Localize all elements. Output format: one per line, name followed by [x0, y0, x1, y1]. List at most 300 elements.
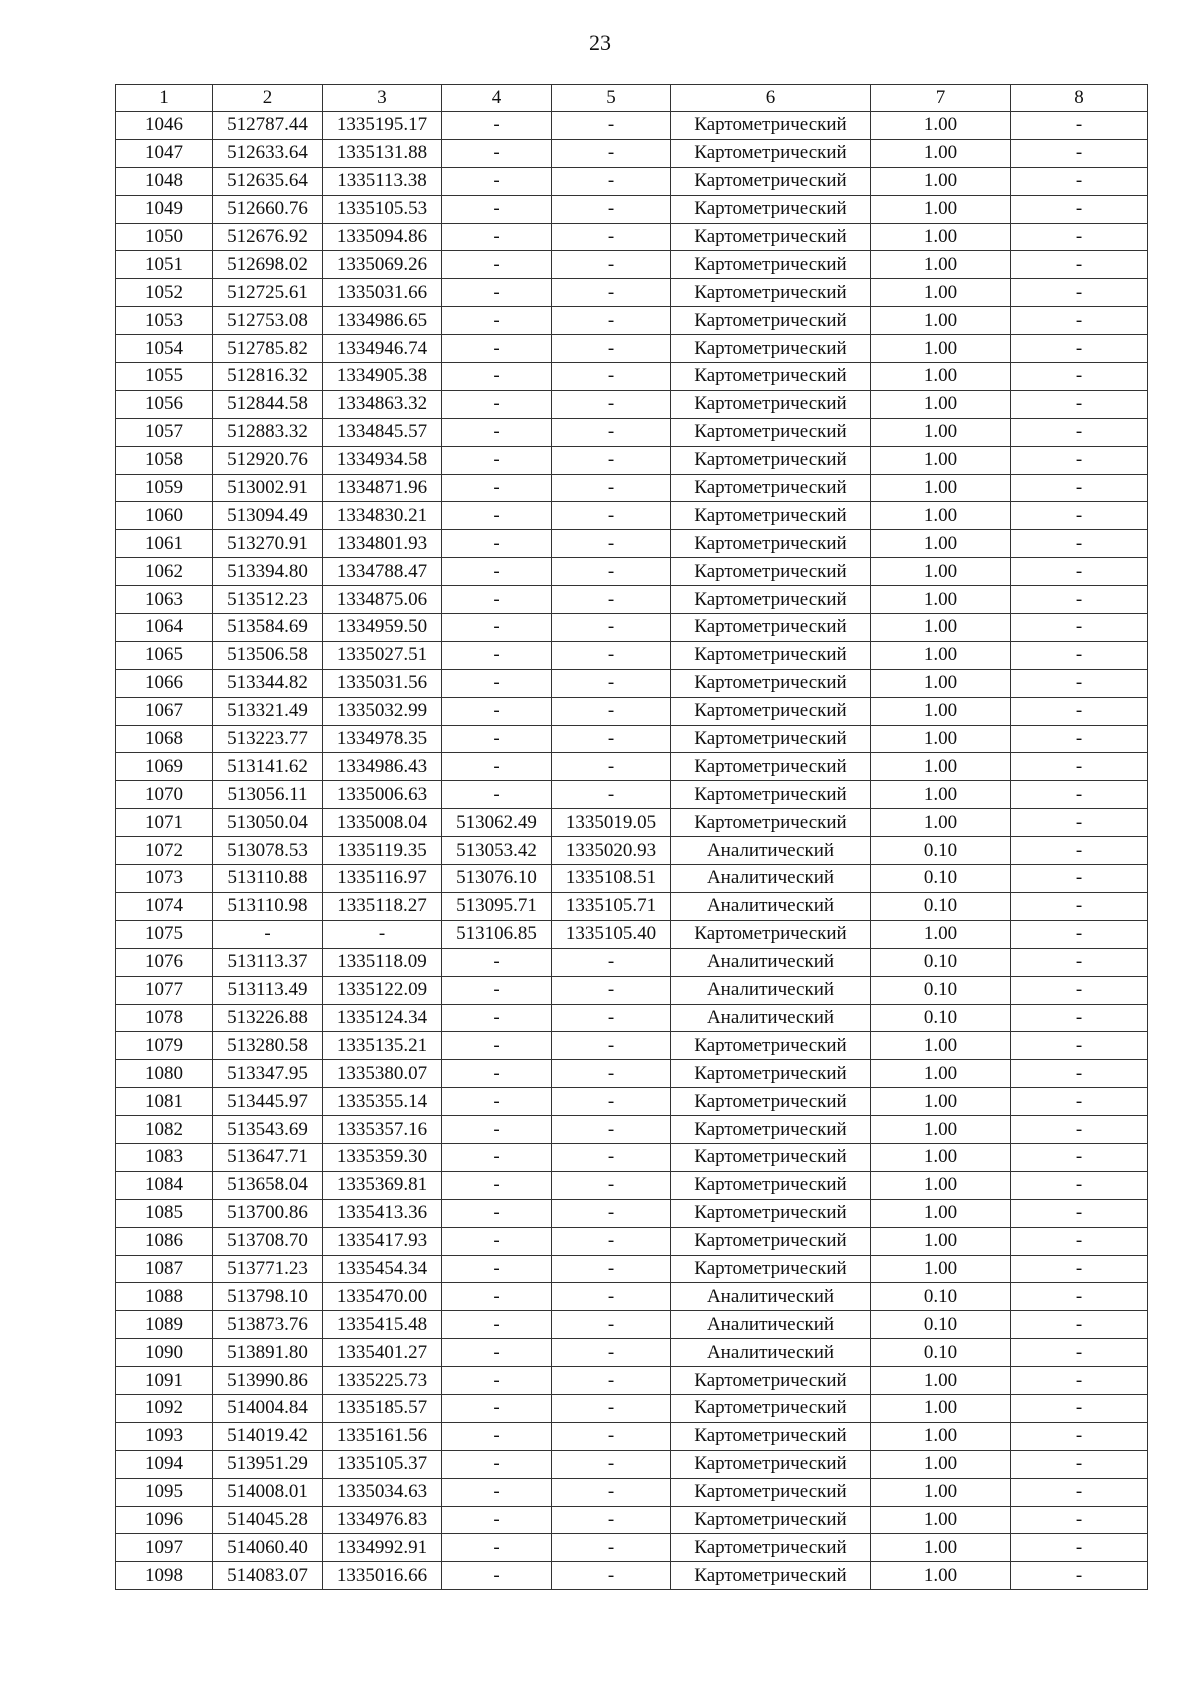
table-cell: 513321.49 — [213, 697, 323, 725]
table-cell: - — [442, 1450, 552, 1478]
table-cell: 1048 — [116, 167, 213, 195]
table-cell: - — [1011, 1283, 1148, 1311]
table-cell: 512635.64 — [213, 167, 323, 195]
table-cell: 0.10 — [871, 1283, 1011, 1311]
table-cell: 1335113.38 — [323, 167, 442, 195]
table-cell: 512816.32 — [213, 363, 323, 391]
table-cell: Аналитический — [671, 865, 871, 893]
table-cell: - — [1011, 1143, 1148, 1171]
table-cell: 1335470.00 — [323, 1283, 442, 1311]
table-cell: 514008.01 — [213, 1478, 323, 1506]
table-cell: - — [1011, 1478, 1148, 1506]
table-cell: - — [1011, 1422, 1148, 1450]
table-cell: Аналитический — [671, 1004, 871, 1032]
table-cell: 513771.23 — [213, 1255, 323, 1283]
table-cell: - — [552, 1255, 671, 1283]
table-cell: 1335020.93 — [552, 837, 671, 865]
table-cell: - — [552, 363, 671, 391]
table-row — [116, 446, 1148, 474]
table-cell: 512725.61 — [213, 279, 323, 307]
table-cell: 513700.86 — [213, 1199, 323, 1227]
table-row — [116, 669, 1148, 697]
table-cell: Картометрический — [671, 390, 871, 418]
table-cell: - — [552, 1032, 671, 1060]
table-cell: 1.00 — [871, 1255, 1011, 1283]
table-cell: 1335006.63 — [323, 781, 442, 809]
table-cell: 0.10 — [871, 837, 1011, 865]
table-cell: - — [442, 167, 552, 195]
table-cell: - — [442, 1534, 552, 1562]
table-row — [116, 948, 1148, 976]
table-cell: 1078 — [116, 1004, 213, 1032]
table-cell: - — [1011, 1534, 1148, 1562]
table-cell: Картометрический — [671, 1227, 871, 1255]
table-row — [116, 753, 1148, 781]
table-cell: 1335105.37 — [323, 1450, 442, 1478]
table-cell: - — [552, 641, 671, 669]
table-cell: - — [442, 1143, 552, 1171]
table-cell: 1.00 — [871, 251, 1011, 279]
table-row — [116, 1171, 1148, 1199]
table-cell: 512660.76 — [213, 195, 323, 223]
table-cell: 1335031.56 — [323, 669, 442, 697]
table-row — [116, 725, 1148, 753]
table-row — [116, 781, 1148, 809]
table-cell: Аналитический — [671, 892, 871, 920]
table-cell: 513394.80 — [213, 558, 323, 586]
table-row — [116, 1255, 1148, 1283]
table-cell: 1047 — [116, 139, 213, 167]
table-cell: 513226.88 — [213, 1004, 323, 1032]
table-cell: 514060.40 — [213, 1534, 323, 1562]
table-cell: - — [442, 1227, 552, 1255]
table-cell: 1075 — [116, 920, 213, 948]
table-cell: 1.00 — [871, 223, 1011, 251]
table-row — [116, 418, 1148, 446]
table-row — [116, 1060, 1148, 1088]
table-row — [116, 1116, 1148, 1144]
table-cell: 513584.69 — [213, 614, 323, 642]
table-cell: Картометрический — [671, 669, 871, 697]
table-cell: 1071 — [116, 809, 213, 837]
table-cell: 513873.76 — [213, 1311, 323, 1339]
table-cell: Аналитический — [671, 976, 871, 1004]
table-cell: - — [442, 1060, 552, 1088]
table-cell: - — [1011, 1367, 1148, 1395]
table-row — [116, 1534, 1148, 1562]
table-cell: 1.00 — [871, 1534, 1011, 1562]
table-row — [116, 892, 1148, 920]
table-cell: - — [552, 1004, 671, 1032]
table-cell: 1335359.30 — [323, 1143, 442, 1171]
table-cell: 1076 — [116, 948, 213, 976]
table-cell: - — [552, 112, 671, 140]
table-cell: 1066 — [116, 669, 213, 697]
table-cell: 1.00 — [871, 418, 1011, 446]
table-cell: 513708.70 — [213, 1227, 323, 1255]
table-cell: 1335027.51 — [323, 641, 442, 669]
table-cell: 1070 — [116, 781, 213, 809]
table-cell: - — [442, 781, 552, 809]
table-cell: - — [1011, 418, 1148, 446]
table-cell: 1335131.88 — [323, 139, 442, 167]
table-cell: - — [213, 920, 323, 948]
table-cell: - — [442, 1478, 552, 1506]
page-number: 23 — [589, 30, 611, 55]
table-cell: - — [1011, 1060, 1148, 1088]
table-cell: 1335008.04 — [323, 809, 442, 837]
table-cell: Картометрический — [671, 641, 871, 669]
table-row — [116, 307, 1148, 335]
table-cell: - — [552, 474, 671, 502]
table-cell: 1.00 — [871, 195, 1011, 223]
table-cell: Картометрический — [671, 586, 871, 614]
table-cell: 1059 — [116, 474, 213, 502]
table-cell: 1.00 — [871, 558, 1011, 586]
table-cell: - — [442, 1199, 552, 1227]
table-cell: - — [552, 139, 671, 167]
table-cell: 1057 — [116, 418, 213, 446]
table-cell: 513658.04 — [213, 1171, 323, 1199]
table-cell: - — [442, 641, 552, 669]
table-cell: 1.00 — [871, 363, 1011, 391]
table-cell: Картометрический — [671, 1143, 871, 1171]
table-cell: - — [1011, 1450, 1148, 1478]
table-cell: 1.00 — [871, 139, 1011, 167]
table-cell: 1334986.65 — [323, 307, 442, 335]
table-cell: 1334934.58 — [323, 446, 442, 474]
table-cell: 1.00 — [871, 641, 1011, 669]
table-cell: 1.00 — [871, 614, 1011, 642]
table-row — [116, 1283, 1148, 1311]
table-cell: - — [552, 1450, 671, 1478]
table-cell: 513512.23 — [213, 586, 323, 614]
table-cell: Картометрический — [671, 446, 871, 474]
table-cell: - — [1011, 781, 1148, 809]
table-cell: - — [1011, 502, 1148, 530]
table-cell: 513050.04 — [213, 809, 323, 837]
table-cell: - — [552, 725, 671, 753]
table-cell: 513095.71 — [442, 892, 552, 920]
table-cell: - — [442, 1562, 552, 1590]
table-cell: - — [1011, 223, 1148, 251]
table-cell: 513078.53 — [213, 837, 323, 865]
table-cell: - — [1011, 1032, 1148, 1060]
table-cell: - — [323, 920, 442, 948]
table-cell: - — [1011, 586, 1148, 614]
table-cell: - — [1011, 976, 1148, 1004]
table-cell: 1334871.96 — [323, 474, 442, 502]
table-cell: - — [442, 586, 552, 614]
table-row — [116, 1450, 1148, 1478]
table-cell: 1.00 — [871, 1199, 1011, 1227]
table-cell: - — [552, 1506, 671, 1534]
table-cell: - — [1011, 530, 1148, 558]
table-cell: 1.00 — [871, 474, 1011, 502]
table-cell: 1334845.57 — [323, 418, 442, 446]
table-row — [116, 279, 1148, 307]
table-cell: 1091 — [116, 1367, 213, 1395]
table-cell: 513347.95 — [213, 1060, 323, 1088]
table-cell: - — [552, 558, 671, 586]
table-cell: - — [442, 223, 552, 251]
table-row — [116, 223, 1148, 251]
table-cell: 1335135.21 — [323, 1032, 442, 1060]
table-cell: 1334976.83 — [323, 1506, 442, 1534]
table-cell: Картометрический — [671, 614, 871, 642]
table-cell: 1335031.66 — [323, 279, 442, 307]
table-row — [116, 1478, 1148, 1506]
table-cell: - — [552, 1367, 671, 1395]
table-cell: 1335161.56 — [323, 1422, 442, 1450]
table-cell: 1.00 — [871, 697, 1011, 725]
table-cell: 512787.44 — [213, 112, 323, 140]
table-cell: - — [552, 1562, 671, 1590]
table-cell: 1335116.97 — [323, 865, 442, 893]
table-cell: Аналитический — [671, 1283, 871, 1311]
table-cell: 1080 — [116, 1060, 213, 1088]
table-cell: 1334801.93 — [323, 530, 442, 558]
table-cell: - — [442, 502, 552, 530]
table-cell: 513344.82 — [213, 669, 323, 697]
table-cell: - — [442, 139, 552, 167]
table-cell: 1053 — [116, 307, 213, 335]
table-cell: 0.10 — [871, 976, 1011, 1004]
table-cell: - — [1011, 167, 1148, 195]
table-cell: - — [552, 614, 671, 642]
table-cell: - — [552, 948, 671, 976]
table-cell: 1335415.48 — [323, 1311, 442, 1339]
table-cell: Картометрический — [671, 1367, 871, 1395]
table-cell: 1335417.93 — [323, 1227, 442, 1255]
table-cell: - — [442, 363, 552, 391]
table-cell: - — [552, 390, 671, 418]
table-cell: 1067 — [116, 697, 213, 725]
table-cell: - — [442, 474, 552, 502]
table-cell: 512844.58 — [213, 390, 323, 418]
table-cell: - — [1011, 725, 1148, 753]
table-cell: 513990.86 — [213, 1367, 323, 1395]
table-cell: - — [1011, 697, 1148, 725]
table-cell: 1334875.06 — [323, 586, 442, 614]
table-cell: 513062.49 — [442, 809, 552, 837]
column-header: 5 — [552, 85, 671, 112]
table-row — [116, 614, 1148, 642]
table-row — [116, 1004, 1148, 1032]
table-row — [116, 586, 1148, 614]
table-cell: 1.00 — [871, 112, 1011, 140]
table-cell: 1097 — [116, 1534, 213, 1562]
table-cell: 1052 — [116, 279, 213, 307]
table-cell: 513223.77 — [213, 725, 323, 753]
table-row — [116, 1394, 1148, 1422]
table-cell: 513506.58 — [213, 641, 323, 669]
table-cell: 512920.76 — [213, 446, 323, 474]
table-cell: 1334863.32 — [323, 390, 442, 418]
table-cell: 1098 — [116, 1562, 213, 1590]
table-cell: 1.00 — [871, 1116, 1011, 1144]
table-cell: - — [552, 1422, 671, 1450]
table-cell: 1334946.74 — [323, 335, 442, 363]
table-cell: 1054 — [116, 335, 213, 363]
table-cell: 1069 — [116, 753, 213, 781]
table-row — [116, 530, 1148, 558]
table-row — [116, 1311, 1148, 1339]
table-cell: - — [1011, 753, 1148, 781]
table-cell: 1335401.27 — [323, 1339, 442, 1367]
table-cell: - — [1011, 614, 1148, 642]
table-cell: 1051 — [116, 251, 213, 279]
table-cell: 1335195.17 — [323, 112, 442, 140]
table-cell: 1089 — [116, 1311, 213, 1339]
table-cell: - — [552, 1339, 671, 1367]
table-cell: - — [442, 1311, 552, 1339]
table-cell: 513094.49 — [213, 502, 323, 530]
table-cell: 1.00 — [871, 669, 1011, 697]
table-cell: - — [442, 335, 552, 363]
table-cell: - — [442, 1506, 552, 1534]
table-cell: 1335119.35 — [323, 837, 442, 865]
table-cell: - — [442, 1339, 552, 1367]
coordinates-table — [115, 84, 1148, 1590]
table-cell: 513891.80 — [213, 1339, 323, 1367]
table-cell: - — [1011, 112, 1148, 140]
table-cell: - — [552, 307, 671, 335]
table-cell: 1056 — [116, 390, 213, 418]
table-cell: 1334992.91 — [323, 1534, 442, 1562]
column-header: 8 — [1011, 85, 1148, 112]
table-cell: - — [1011, 641, 1148, 669]
table-cell: 1.00 — [871, 586, 1011, 614]
table-cell: - — [442, 112, 552, 140]
table-cell: Картометрический — [671, 167, 871, 195]
table-cell: 514045.28 — [213, 1506, 323, 1534]
table-cell: 1.00 — [871, 1088, 1011, 1116]
table-cell: Картометрический — [671, 1478, 871, 1506]
table-cell: 513141.62 — [213, 753, 323, 781]
table-row — [116, 195, 1148, 223]
table-cell: Картометрический — [671, 418, 871, 446]
table-cell: 1085 — [116, 1199, 213, 1227]
table-cell: 1072 — [116, 837, 213, 865]
table-cell: - — [1011, 837, 1148, 865]
table-cell: Картометрический — [671, 725, 871, 753]
column-header: 2 — [213, 85, 323, 112]
table-row — [116, 809, 1148, 837]
column-header: 1 — [116, 85, 213, 112]
table-cell: 1061 — [116, 530, 213, 558]
table-cell: 513798.10 — [213, 1283, 323, 1311]
table-row — [116, 1199, 1148, 1227]
table-row — [116, 1506, 1148, 1534]
table-cell: 1065 — [116, 641, 213, 669]
table-cell: Картометрический — [671, 1562, 871, 1590]
table-cell: - — [552, 753, 671, 781]
table-cell: - — [1011, 1116, 1148, 1144]
table-cell: Картометрический — [671, 1255, 871, 1283]
table-cell: - — [442, 307, 552, 335]
table-cell: - — [1011, 809, 1148, 837]
table-cell: 1.00 — [871, 307, 1011, 335]
table-cell: - — [1011, 1088, 1148, 1116]
table-cell: 1.00 — [871, 446, 1011, 474]
table-row — [116, 837, 1148, 865]
table-cell: 1.00 — [871, 502, 1011, 530]
table-cell: Картометрический — [671, 1060, 871, 1088]
table-cell: - — [442, 1116, 552, 1144]
table-cell: - — [1011, 1199, 1148, 1227]
table-cell: Картометрический — [671, 1422, 871, 1450]
table-cell: - — [442, 697, 552, 725]
table-cell: - — [442, 418, 552, 446]
table-cell: - — [552, 1171, 671, 1199]
table-cell: - — [1011, 446, 1148, 474]
table-cell: - — [1011, 1311, 1148, 1339]
table-row — [116, 641, 1148, 669]
table-cell: 513056.11 — [213, 781, 323, 809]
table-row — [116, 390, 1148, 418]
table-cell: 1335225.73 — [323, 1367, 442, 1395]
table-cell: 513445.97 — [213, 1088, 323, 1116]
table-row — [116, 1422, 1148, 1450]
table-cell: - — [442, 1255, 552, 1283]
table-cell: 513053.42 — [442, 837, 552, 865]
table-cell: 0.10 — [871, 948, 1011, 976]
table-cell: 513647.71 — [213, 1143, 323, 1171]
table-cell: - — [1011, 1506, 1148, 1534]
table-cell: 512633.64 — [213, 139, 323, 167]
table-cell: - — [442, 195, 552, 223]
table-cell: - — [1011, 1339, 1148, 1367]
table-cell: 1334788.47 — [323, 558, 442, 586]
table-cell: - — [1011, 195, 1148, 223]
table-cell: - — [1011, 865, 1148, 893]
table-cell: - — [552, 251, 671, 279]
table-cell: - — [442, 669, 552, 697]
table-cell: 0.10 — [871, 1339, 1011, 1367]
table-cell: 1335122.09 — [323, 976, 442, 1004]
table-row — [116, 976, 1148, 1004]
table-cell: - — [552, 195, 671, 223]
table-cell: 1064 — [116, 614, 213, 642]
table-cell: 1335105.53 — [323, 195, 442, 223]
table-cell: Картометрический — [671, 1116, 871, 1144]
table-row — [116, 558, 1148, 586]
table-cell: 1335124.34 — [323, 1004, 442, 1032]
table-cell: 1058 — [116, 446, 213, 474]
table-cell: - — [552, 976, 671, 1004]
table-cell: - — [1011, 1004, 1148, 1032]
table-cell: 1335357.16 — [323, 1116, 442, 1144]
table-cell: - — [442, 948, 552, 976]
table-cell: 1087 — [116, 1255, 213, 1283]
table-cell: - — [552, 1478, 671, 1506]
table-row — [116, 167, 1148, 195]
table-cell: - — [1011, 892, 1148, 920]
table-cell: - — [552, 697, 671, 725]
table-cell: - — [1011, 669, 1148, 697]
table-cell: 1060 — [116, 502, 213, 530]
table-row — [116, 335, 1148, 363]
table-cell: 1088 — [116, 1283, 213, 1311]
table-cell: 1335413.36 — [323, 1199, 442, 1227]
table-cell: Картометрический — [671, 1394, 871, 1422]
table-cell: Картометрический — [671, 1534, 871, 1562]
column-header: 7 — [871, 85, 1011, 112]
table-cell: 1079 — [116, 1032, 213, 1060]
table-cell: 513951.29 — [213, 1450, 323, 1478]
table-cell: 513110.88 — [213, 865, 323, 893]
